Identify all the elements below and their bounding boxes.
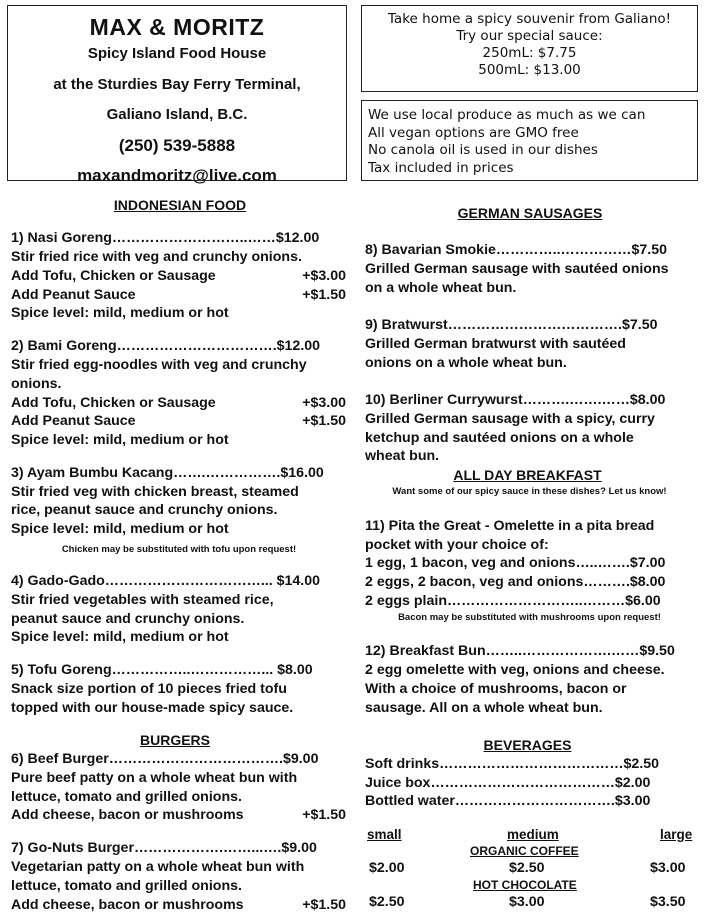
- item-11-desc: pocket with your choice of:: [365, 537, 549, 553]
- coffee-medium-price: $2.50: [509, 860, 545, 876]
- restaurant-subtitle: Spicy Island Food House: [87, 45, 267, 62]
- item-5-desc-2: topped with our house-made spicy sauce.: [11, 700, 294, 716]
- item-6-addon-price: +$1.50: [302, 807, 346, 823]
- info-box: [361, 100, 698, 181]
- coffee-small-price: $2.00: [369, 860, 405, 876]
- item-7-desc-2: lettuce, tomato and grilled onions.: [11, 878, 242, 894]
- item-7-addon: Add cheese, bacon or mushrooms: [11, 897, 244, 913]
- size-small: small: [367, 827, 402, 842]
- chocolate-title: HOT CHOCOLATE: [473, 878, 577, 892]
- item-2-name: 2) Bami Goreng…………………………….$12.00: [11, 338, 321, 354]
- item-6-addon: Add cheese, bacon or mushrooms: [11, 807, 244, 823]
- item-7-addon-price: +$1.50: [302, 897, 346, 913]
- item-5-desc-1: Snack size portion of 10 pieces fried tofu: [11, 681, 287, 697]
- item-6-desc-2: lettuce, tomato and grilled onions.: [11, 789, 242, 805]
- item-11-option-2: 2 eggs, 2 bacon, veg and onions……….$8.00: [365, 574, 666, 590]
- size-medium: medium: [507, 827, 559, 842]
- sauce-line-2: Try our special sauce:: [456, 28, 603, 44]
- section-title-burgers: BURGERS: [139, 732, 210, 748]
- item-11-option-1: 1 egg, 1 bacon, veg and onions…..…….$7.00: [365, 555, 666, 571]
- item-8-desc-2: on a whole wheat bun.: [365, 280, 517, 296]
- section-title-breakfast: ALL DAY BREAKFAST: [453, 467, 602, 483]
- item-3-spice: Spice level: mild, medium or hot: [11, 521, 229, 537]
- item-10-desc-3: wheat bun.: [365, 448, 440, 464]
- item-8-name: 8) Bavarian Smokie…………..……………$7.50: [365, 242, 667, 258]
- section-title-sausages: GERMAN SAUSAGES: [457, 205, 603, 221]
- coffee-large-price: $3.00: [650, 860, 686, 876]
- item-1-addon-1: Add Tofu, Chicken or Sausage: [11, 268, 216, 284]
- location-line-1: at the Sturdies Bay Ferry Terminal,: [53, 76, 301, 93]
- size-large: large: [660, 827, 693, 842]
- item-2-addon-2: Add Peanut Sauce: [11, 413, 136, 429]
- email-address: maxandmoritz@live.com: [77, 166, 277, 185]
- beverage-soft-drinks: Soft drinks…………………………………$2.50: [365, 756, 660, 772]
- item-1-desc: Stir fried rice with veg and crunchy onions.: [11, 249, 302, 265]
- item-4-name: 4) Gado-Gado……………………………... $14.00: [11, 573, 321, 589]
- chocolate-large-price: $3.50: [650, 894, 686, 910]
- item-4-spice: Spice level: mild, medium or hot: [11, 629, 229, 645]
- location-line-2: Galiano Island, B.C.: [106, 106, 248, 123]
- section-title-indonesian: INDONESIAN FOOD: [113, 197, 247, 213]
- sauce-promo-box: [361, 5, 698, 92]
- item-9-desc-2: onions on a whole wheat bun.: [365, 355, 567, 371]
- item-4-desc-2: peanut sauce and crunchy onions.: [11, 611, 245, 627]
- item-8-desc-1: Grilled German sausage with sautéed onions: [365, 261, 669, 277]
- item-2-addon-1-price: +$3.00: [302, 395, 346, 411]
- item-5-name: 5) Tofu Goreng……………..……………... $8.00: [11, 662, 313, 678]
- item-2-addon-1: Add Tofu, Chicken or Sausage: [11, 395, 216, 411]
- info-line: No canola oil is used in our dishes: [368, 142, 598, 158]
- item-12-name: 12) Breakfast Bun……..……………….……$9.50: [365, 643, 675, 659]
- item-1-addon-1-price: +$3.00: [302, 268, 346, 284]
- item-3-desc-2: rice, peanut sauce and crunchy onions.: [11, 502, 278, 518]
- item-3-name: 3) Ayam Bumbu Kacang…….…………….$16.00: [11, 465, 324, 481]
- item-1-spice: Spice level: mild, medium or hot: [11, 305, 229, 321]
- item-2-spice: Spice level: mild, medium or hot: [11, 432, 229, 448]
- item-7-name: 7) Go-Nuts Burger……………….……...….$9.00: [11, 840, 317, 856]
- chocolate-small-price: $2.50: [369, 894, 405, 910]
- item-1-addon-2: Add Peanut Sauce: [11, 287, 136, 303]
- sauce-line-4: 500mL: $13.00: [478, 62, 581, 78]
- item-11-name: 11) Pita the Great - Omelette in a pita bread: [365, 518, 655, 534]
- sauce-line-1: Take home a spicy souvenir from Galiano!: [387, 11, 672, 27]
- item-12-desc-2: With a choice of mushrooms, bacon or: [365, 681, 627, 697]
- chocolate-medium-price: $3.00: [509, 894, 545, 910]
- beverage-bottled-water: Bottled water…………………………….$3.00: [365, 793, 651, 809]
- sauce-line-3: 250mL: $7.75: [482, 45, 577, 61]
- item-11-note: Bacon may be substituted with mushrooms upon request!: [398, 612, 661, 623]
- info-line: We use local produce as much as we can: [368, 107, 646, 123]
- item-1-name: 1) Nasi Goreng………………………..……$12.00: [11, 230, 320, 246]
- info-line: All vegan options are GMO free: [368, 124, 579, 141]
- item-6-desc-1: Pure beef patty on a whole wheat bun with: [11, 770, 298, 786]
- item-9-desc-1: Grilled German bratwurst with sautéed: [365, 336, 626, 352]
- item-12-desc-1: 2 egg omelette with veg, onions and cheese.: [365, 662, 665, 678]
- item-2-desc-2: onions.: [11, 376, 62, 392]
- coffee-title: ORGANIC COFFEE: [470, 844, 579, 858]
- item-10-name: 10) Berliner Currywurst……….…….……$8.00: [365, 392, 666, 408]
- item-2-addon-2-price: +$1.50: [302, 413, 346, 429]
- item-7-desc-1: Vegetarian patty on a whole wheat bun with: [11, 859, 305, 875]
- beverage-juice-box: Juice box…………………………………$2.00: [365, 775, 651, 791]
- item-4-desc-1: Stir fried vegetables with steamed rice,: [11, 592, 274, 608]
- item-1-addon-2-price: +$1.50: [302, 287, 346, 303]
- breakfast-subtitle: Want some of our spicy sauce in these dishes? Let us know!: [392, 486, 667, 497]
- phone-number: (250) 539-5888: [118, 136, 236, 155]
- item-3-desc-1: Stir fried veg with chicken breast, steamed: [11, 484, 299, 500]
- item-11-option-3: 2 eggs plain………………………..………$6.00: [365, 593, 661, 609]
- info-line: Tax included in prices: [368, 159, 514, 176]
- item-3-note: Chicken may be substituted with tofu upon request!: [61, 544, 297, 555]
- restaurant-header: [7, 5, 347, 185]
- item-10-desc-1: Grilled German sausage with a spicy, curry: [365, 411, 655, 427]
- item-6-name: 6) Beef Burger……………………………….$9.00: [11, 751, 319, 767]
- item-10-desc-2: ketchup and sautéed onions on a whole: [365, 430, 634, 446]
- item-12-desc-3: sausage. All on a whole wheat bun.: [365, 700, 603, 716]
- item-2-desc-1: Stir fried egg-noodles with veg and crunchy: [11, 357, 307, 373]
- section-title-beverages: BEVERAGES: [483, 737, 572, 753]
- restaurant-name: MAX & MORITZ: [89, 14, 265, 40]
- item-9-name: 9) Bratwurst……………………………….$7.50: [365, 317, 658, 333]
